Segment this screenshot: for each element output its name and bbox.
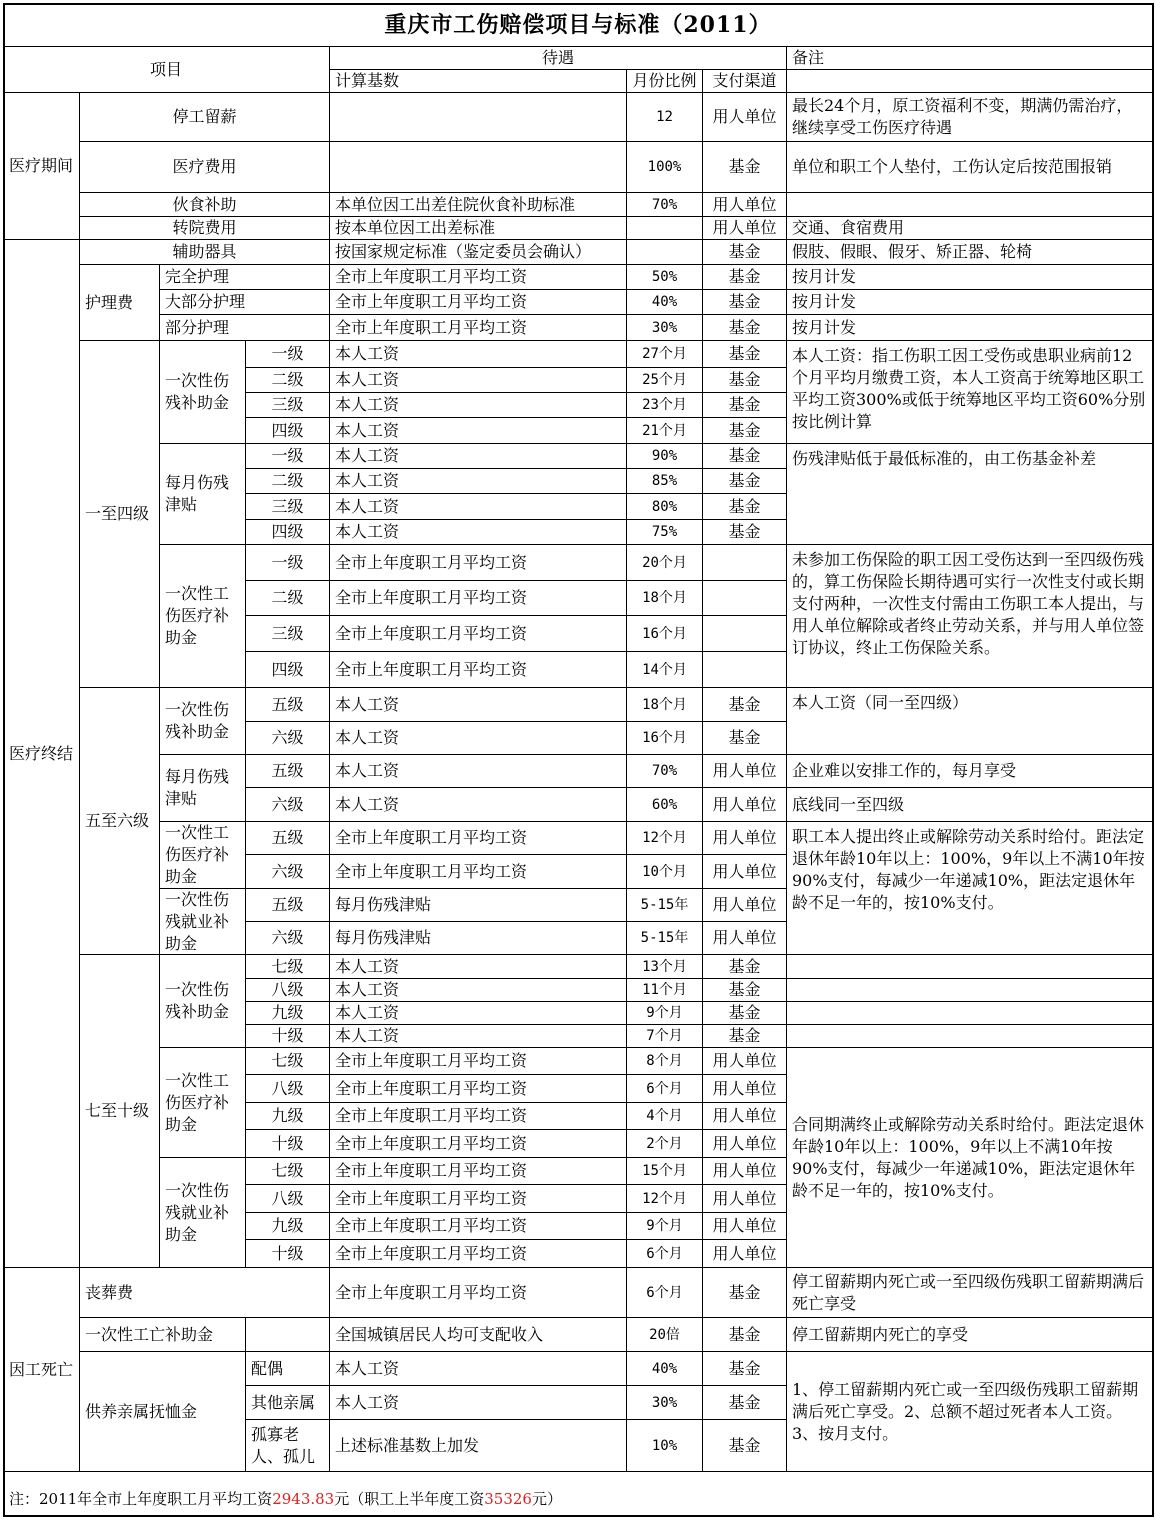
grade-row-base: 本人工资 (330, 368, 627, 393)
grade-row-ratio: 11个月 (627, 979, 703, 1002)
funeral-row-remark: 停工留薪期内死亡或一至四级伤残职工留薪期满后死亡享受 (787, 1268, 1154, 1318)
grade-cell: 三级 (246, 393, 330, 418)
grade-row-ratio: 90% (627, 444, 703, 469)
dependent-row-base: 本人工资 (330, 1352, 627, 1386)
aid-row-base: 按国家规定标准（鉴定委员会确认） (330, 240, 627, 265)
dependents-remark: 1、停工留薪期内死亡或一至四级伤残职工留薪期满后死亡享受。2、总额不超过死者本人工资。3、按月支付。 (787, 1352, 1154, 1472)
grade-cell: 六级 (246, 855, 330, 889)
grade-row-channel: 基金 (703, 520, 787, 545)
medical-period-row-base (330, 93, 627, 142)
grade-row-base: 全市上年度职工月平均工资 (330, 652, 627, 688)
note-suffix: 元） (531, 1490, 562, 1508)
grade-row-channel: 用人单位 (703, 1103, 787, 1130)
nursing-row-ratio: 30% (627, 315, 703, 341)
lump-death-item: 一次性工亡补助金 (80, 1318, 246, 1352)
grade-cell: 六级 (246, 722, 330, 755)
grade-row-base: 全市上年度职工月平均工资 (330, 855, 627, 889)
grade-row-channel: 基金 (703, 368, 787, 393)
grade-row-channel: 用人单位 (703, 1240, 787, 1268)
nursing-row-channel: 基金 (703, 315, 787, 341)
grade-cell: 五级 (246, 822, 330, 855)
g1-4-lump-disability: 一次性伤残补助金 (160, 341, 246, 444)
section-death: 因工死亡 (3, 1268, 80, 1472)
dependent-row-channel: 基金 (703, 1386, 787, 1420)
grade-cell: 七级 (246, 1048, 330, 1075)
grade-cell: 十级 (246, 1025, 330, 1048)
grade-row-ratio: 16个月 (627, 616, 703, 652)
grade-cell: 三级 (246, 616, 330, 652)
grade-row-remark: 底线同一至四级 (787, 788, 1154, 822)
grade-row-base: 本人工资 (330, 688, 627, 722)
grade-row-channel (703, 581, 787, 616)
g5-6-lump-medical: 一次性工伤医疗补助金 (160, 822, 246, 889)
grade-row-ratio: 18个月 (627, 581, 703, 616)
grade-cell: 五级 (246, 755, 330, 788)
grade-row-ratio: 15个月 (627, 1158, 703, 1185)
nursing-row-base: 全市上年度职工月平均工资 (330, 290, 627, 315)
grade-row-channel: 用人单位 (703, 1185, 787, 1213)
grade-cell: 九级 (246, 1002, 330, 1025)
grade-cell: 六级 (246, 788, 330, 822)
funeral-item: 丧葬费 (80, 1268, 330, 1318)
medical-period-row-ratio (627, 217, 703, 240)
medical-period-row-remark: 最长24个月，原工资福利不变，期满仍需治疗，继续享受工伤医疗待遇 (787, 93, 1154, 142)
g7-10-remark: 合同期满终止或解除劳动关系时给付。距法定退休年龄10年以上：100%，9年以上不满10年按90%支付，每减少一年递减10%，距法定退休年龄不足一年的，按10%支付。 (787, 1048, 1154, 1268)
header-remark-blank (787, 70, 1154, 93)
note-avg-wage: 2943.83 (272, 1489, 335, 1508)
section-medical-end: 医疗终结 (3, 240, 80, 1268)
grade-cell: 九级 (246, 1103, 330, 1130)
grade-row-ratio: 75% (627, 520, 703, 545)
grade-row-ratio: 9个月 (627, 1213, 703, 1240)
g1-4-lump-disability-remark: 本人工资：指工伤职工因工受伤或患职业病前12个月平均月缴费工资，本人工资高于统筹地区职工平均工资300%或低于统筹地区平均工资60%分别按比例计算 (787, 341, 1154, 444)
grade-cell: 十级 (246, 1240, 330, 1268)
nursing-label: 护理费 (80, 265, 160, 341)
grade-row-channel: 用人单位 (703, 755, 787, 788)
header-item: 项目 (3, 47, 330, 93)
grade-row-ratio: 13个月 (627, 955, 703, 979)
nursing-item: 大部分护理 (160, 290, 330, 315)
g7-10-lump-medical: 一次性工伤医疗补助金 (160, 1048, 246, 1158)
medical-period-item: 转院费用 (80, 217, 330, 240)
grade-cell: 五级 (246, 889, 330, 922)
g7-10-lump-employment: 一次性伤残就业补助金 (160, 1158, 246, 1268)
header-channel: 支付渠道 (703, 70, 787, 93)
grade-cell: 五级 (246, 688, 330, 722)
nursing-row-base: 全市上年度职工月平均工资 (330, 265, 627, 290)
lump-death-row-channel: 基金 (703, 1318, 787, 1352)
funeral-row-base: 全市上年度职工月平均工资 (330, 1268, 627, 1318)
grade-row-channel: 基金 (703, 341, 787, 368)
grade-row-ratio: 12个月 (627, 1185, 703, 1213)
grade-cell: 七级 (246, 1158, 330, 1185)
lump-death-row-ratio: 20倍 (627, 1318, 703, 1352)
grade-row-base: 全市上年度职工月平均工资 (330, 1130, 627, 1158)
grade-row-base: 本人工资 (330, 1025, 627, 1048)
medical-period-row-ratio: 70% (627, 193, 703, 217)
grade-row-channel: 用人单位 (703, 922, 787, 955)
grade-row-channel: 用人单位 (703, 1130, 787, 1158)
grade-row-remark: 企业难以安排工作的，每月享受 (787, 755, 1154, 788)
funeral-row-ratio: 6个月 (627, 1268, 703, 1318)
grade-row-base: 本人工资 (330, 722, 627, 755)
g5-6-lump-employment: 一次性伤残就业补助金 (160, 889, 246, 955)
grade-row-ratio: 20个月 (627, 545, 703, 581)
grade-row-base: 全市上年度职工月平均工资 (330, 1185, 627, 1213)
g1-4-lump-medical: 一次性工伤医疗补助金 (160, 545, 246, 688)
grade-row-channel: 用人单位 (703, 1075, 787, 1103)
nursing-row-remark: 按月计发 (787, 265, 1154, 290)
grade-cell: 二级 (246, 581, 330, 616)
dependent-row-base: 本人工资 (330, 1386, 627, 1420)
lump-death-row-base: 全国城镇居民人均可支配收入 (330, 1318, 627, 1352)
note-prefix: 注：2011年全市上年度职工月平均工资 (9, 1490, 273, 1508)
grade-row-channel (703, 545, 787, 581)
grade-cell: 二级 (246, 469, 330, 494)
g7-10-blank-remark (787, 979, 1154, 1002)
nursing-item: 完全护理 (160, 265, 330, 290)
grade-row-ratio: 16个月 (627, 722, 703, 755)
medical-period-row-channel: 用人单位 (703, 217, 787, 240)
g5-6-remark: 职工本人提出终止或解除劳动关系时给付。距法定退休年龄10年以上：100%，9年以上不满10年按90%支付，每减少一年递减10%，距法定退休年龄不足一年的，按10%支付。 (787, 822, 1154, 955)
grade-row-channel (703, 616, 787, 652)
grade-cell: 四级 (246, 418, 330, 444)
grade-row-base: 本人工资 (330, 788, 627, 822)
grade-row-base: 全市上年度职工月平均工资 (330, 1103, 627, 1130)
grade-cell: 八级 (246, 1075, 330, 1103)
grade-row-channel: 基金 (703, 1025, 787, 1048)
dependent-row-ratio: 10% (627, 1420, 703, 1472)
grade-row-ratio: 70% (627, 755, 703, 788)
grade-row-ratio: 6个月 (627, 1240, 703, 1268)
grade-1-4-label: 一至四级 (80, 341, 160, 688)
medical-period-row-base: 本单位因工出差住院伙食补助标准 (330, 193, 627, 217)
medical-period-row-channel: 基金 (703, 142, 787, 193)
grade-row-base: 全市上年度职工月平均工资 (330, 1048, 627, 1075)
grade-row-base: 每月伤残津贴 (330, 889, 627, 922)
nursing-item: 部分护理 (160, 315, 330, 341)
header-treatment: 待遇 (330, 47, 787, 70)
medical-period-item: 停工留薪 (80, 93, 330, 142)
grade-row-ratio: 18个月 (627, 688, 703, 722)
nursing-row-remark: 按月计发 (787, 290, 1154, 315)
grade-row-ratio: 8个月 (627, 1048, 703, 1075)
header-remark: 备注 (787, 47, 1154, 70)
grade-row-base: 全市上年度职工月平均工资 (330, 581, 627, 616)
grade-row-base: 本人工资 (330, 393, 627, 418)
grade-row-channel: 用人单位 (703, 855, 787, 889)
section-medical-period: 医疗期间 (3, 93, 80, 240)
grade-row-channel: 基金 (703, 955, 787, 979)
grade-7-10-label: 七至十级 (80, 955, 160, 1268)
grade-row-channel: 基金 (703, 393, 787, 418)
grade-row-base: 本人工资 (330, 520, 627, 545)
grade-cell: 一级 (246, 444, 330, 469)
grade-cell: 六级 (246, 922, 330, 955)
grade-row-ratio: 5-15年 (627, 889, 703, 922)
grade-row-ratio: 9个月 (627, 1002, 703, 1025)
grade-cell: 四级 (246, 520, 330, 545)
grade-row-ratio: 4个月 (627, 1103, 703, 1130)
grade-cell: 一级 (246, 545, 330, 581)
grade-row-ratio: 21个月 (627, 418, 703, 444)
grade-cell: 一级 (246, 341, 330, 368)
medical-period-row-base (330, 142, 627, 193)
lump-death-row-remark: 停工留薪期内死亡的享受 (787, 1318, 1154, 1352)
grade-row-base: 全市上年度职工月平均工资 (330, 545, 627, 581)
note-mid: 元（职工上半年度工资 (334, 1490, 485, 1508)
grade-row-ratio: 85% (627, 469, 703, 494)
g1-4-lump-medical-remark: 未参加工伤保险的职工因工受伤达到一至四级伤残的，算工伤保险长期待遇可实行一次性支付或长期支付两种，一次性支付需由工伤职工本人提出，与用人单位解除或者终止劳动关系，并与用人单位签订协议，终止工伤保险关系。 (787, 545, 1154, 688)
grade-5-6-label: 五至六级 (80, 688, 160, 955)
grade-row-channel: 用人单位 (703, 822, 787, 855)
header-base: 计算基数 (330, 70, 627, 93)
grade-row-base: 本人工资 (330, 1002, 627, 1025)
nursing-row-channel: 基金 (703, 290, 787, 315)
grade-row-ratio: 12个月 (627, 822, 703, 855)
grade-cell: 七级 (246, 955, 330, 979)
dependent-who: 孤寡老人、孤儿 (246, 1420, 330, 1472)
g7-10-blank-remark (787, 1025, 1154, 1048)
grade-row-base: 全市上年度职工月平均工资 (330, 1158, 627, 1185)
grade-cell: 九级 (246, 1213, 330, 1240)
grade-row-base: 全市上年度职工月平均工资 (330, 1240, 627, 1268)
g7-10-blank-remark (787, 955, 1154, 979)
note-half-wage: 35326 (484, 1489, 532, 1508)
dependent-row-ratio: 30% (627, 1386, 703, 1420)
grade-row-channel: 基金 (703, 1002, 787, 1025)
funeral-row-channel: 基金 (703, 1268, 787, 1318)
aid-item: 辅助器具 (80, 240, 330, 265)
grade-row-base: 本人工资 (330, 494, 627, 520)
grade-row-base: 每月伤残津贴 (330, 922, 627, 955)
grade-row-base: 本人工资 (330, 418, 627, 444)
grade-row-channel (703, 652, 787, 688)
grade-row-channel: 用人单位 (703, 1048, 787, 1075)
g5-6-lump-disability-remark: 本人工资（同一至四级） (787, 688, 1154, 755)
grade-row-ratio: 6个月 (627, 1075, 703, 1103)
medical-period-item: 伙食补助 (80, 193, 330, 217)
grade-row-ratio: 23个月 (627, 393, 703, 418)
grade-row-base: 全市上年度职工月平均工资 (330, 616, 627, 652)
dependent-row-channel: 基金 (703, 1352, 787, 1386)
medical-period-row-remark (787, 193, 1154, 217)
grade-row-ratio: 5-15年 (627, 922, 703, 955)
grade-row-ratio: 7个月 (627, 1025, 703, 1048)
medical-period-row-base: 按本单位因工出差标准 (330, 217, 627, 240)
grade-row-base: 本人工资 (330, 469, 627, 494)
g1-4-monthly-allowance-remark: 伤残津贴低于最低标准的，由工伤基金补差 (787, 444, 1154, 545)
grade-cell: 八级 (246, 979, 330, 1002)
medical-period-row-remark: 单位和职工个人垫付，工伤认定后按范围报销 (787, 142, 1154, 193)
medical-period-row-remark: 交通、食宿费用 (787, 217, 1154, 240)
dependent-who: 配偶 (246, 1352, 330, 1386)
g7-10-blank-remark (787, 1002, 1154, 1025)
grade-cell: 三级 (246, 494, 330, 520)
grade-row-base: 全市上年度职工月平均工资 (330, 822, 627, 855)
medical-period-item: 医疗费用 (80, 142, 330, 193)
dependent-row-ratio: 40% (627, 1352, 703, 1386)
medical-period-row-channel: 用人单位 (703, 193, 787, 217)
nursing-row-ratio: 50% (627, 265, 703, 290)
nursing-row-ratio: 40% (627, 290, 703, 315)
aid-row-channel: 基金 (703, 240, 787, 265)
grade-cell: 十级 (246, 1130, 330, 1158)
grade-row-channel: 用人单位 (703, 1213, 787, 1240)
header-ratio: 月份比例 (627, 70, 703, 93)
grade-row-channel: 基金 (703, 979, 787, 1002)
nursing-row-channel: 基金 (703, 265, 787, 290)
grade-row-base: 本人工资 (330, 755, 627, 788)
grade-row-channel: 用人单位 (703, 788, 787, 822)
grade-row-ratio: 27个月 (627, 341, 703, 368)
g5-6-monthly-allowance: 每月伤残津贴 (160, 755, 246, 822)
grade-cell: 八级 (246, 1185, 330, 1213)
dependent-row-base: 上述标准基数上加发 (330, 1420, 627, 1472)
grade-row-channel: 基金 (703, 418, 787, 444)
dependents-label: 供养亲属抚恤金 (80, 1352, 246, 1472)
nursing-row-remark: 按月计发 (787, 315, 1154, 341)
dependent-who: 其他亲属 (246, 1386, 330, 1420)
g1-4-monthly-allowance: 每月伤残津贴 (160, 444, 246, 545)
grade-row-ratio: 60% (627, 788, 703, 822)
grade-row-ratio: 2个月 (627, 1130, 703, 1158)
aid-row-remark: 假肢、假眼、假牙、矫正器、轮椅 (787, 240, 1154, 265)
grade-row-ratio: 80% (627, 494, 703, 520)
dependent-row-channel: 基金 (703, 1420, 787, 1472)
medical-period-row-ratio: 100% (627, 142, 703, 193)
grade-row-base: 本人工资 (330, 955, 627, 979)
g5-6-lump-disability: 一次性伤残补助金 (160, 688, 246, 755)
grade-row-channel: 基金 (703, 722, 787, 755)
grade-cell: 二级 (246, 368, 330, 393)
medical-period-row-ratio: 12 (627, 93, 703, 142)
grade-row-base: 全市上年度职工月平均工资 (330, 1213, 627, 1240)
nursing-row-base: 全市上年度职工月平均工资 (330, 315, 627, 341)
grade-row-channel: 用人单位 (703, 889, 787, 922)
aid-row-ratio (627, 240, 703, 265)
grade-row-channel: 基金 (703, 444, 787, 469)
grade-row-ratio: 10个月 (627, 855, 703, 889)
grade-row-base: 本人工资 (330, 444, 627, 469)
grade-row-channel: 基金 (703, 469, 787, 494)
footnote (3, 1480, 1154, 1517)
grade-row-ratio: 14个月 (627, 652, 703, 688)
lump-death-blank (246, 1318, 330, 1352)
grade-row-channel: 基金 (703, 688, 787, 722)
grade-cell: 四级 (246, 652, 330, 688)
grade-row-ratio: 25个月 (627, 368, 703, 393)
page-title: 重庆市工伤赔偿项目与标准（2011） (3, 3, 1154, 47)
medical-period-row-channel: 用人单位 (703, 93, 787, 142)
grade-row-base: 本人工资 (330, 341, 627, 368)
grade-row-channel: 用人单位 (703, 1158, 787, 1185)
g7-10-lump-disability: 一次性伤残补助金 (160, 955, 246, 1048)
grade-row-base: 全市上年度职工月平均工资 (330, 1075, 627, 1103)
grade-row-channel: 基金 (703, 494, 787, 520)
grade-row-base: 本人工资 (330, 979, 627, 1002)
